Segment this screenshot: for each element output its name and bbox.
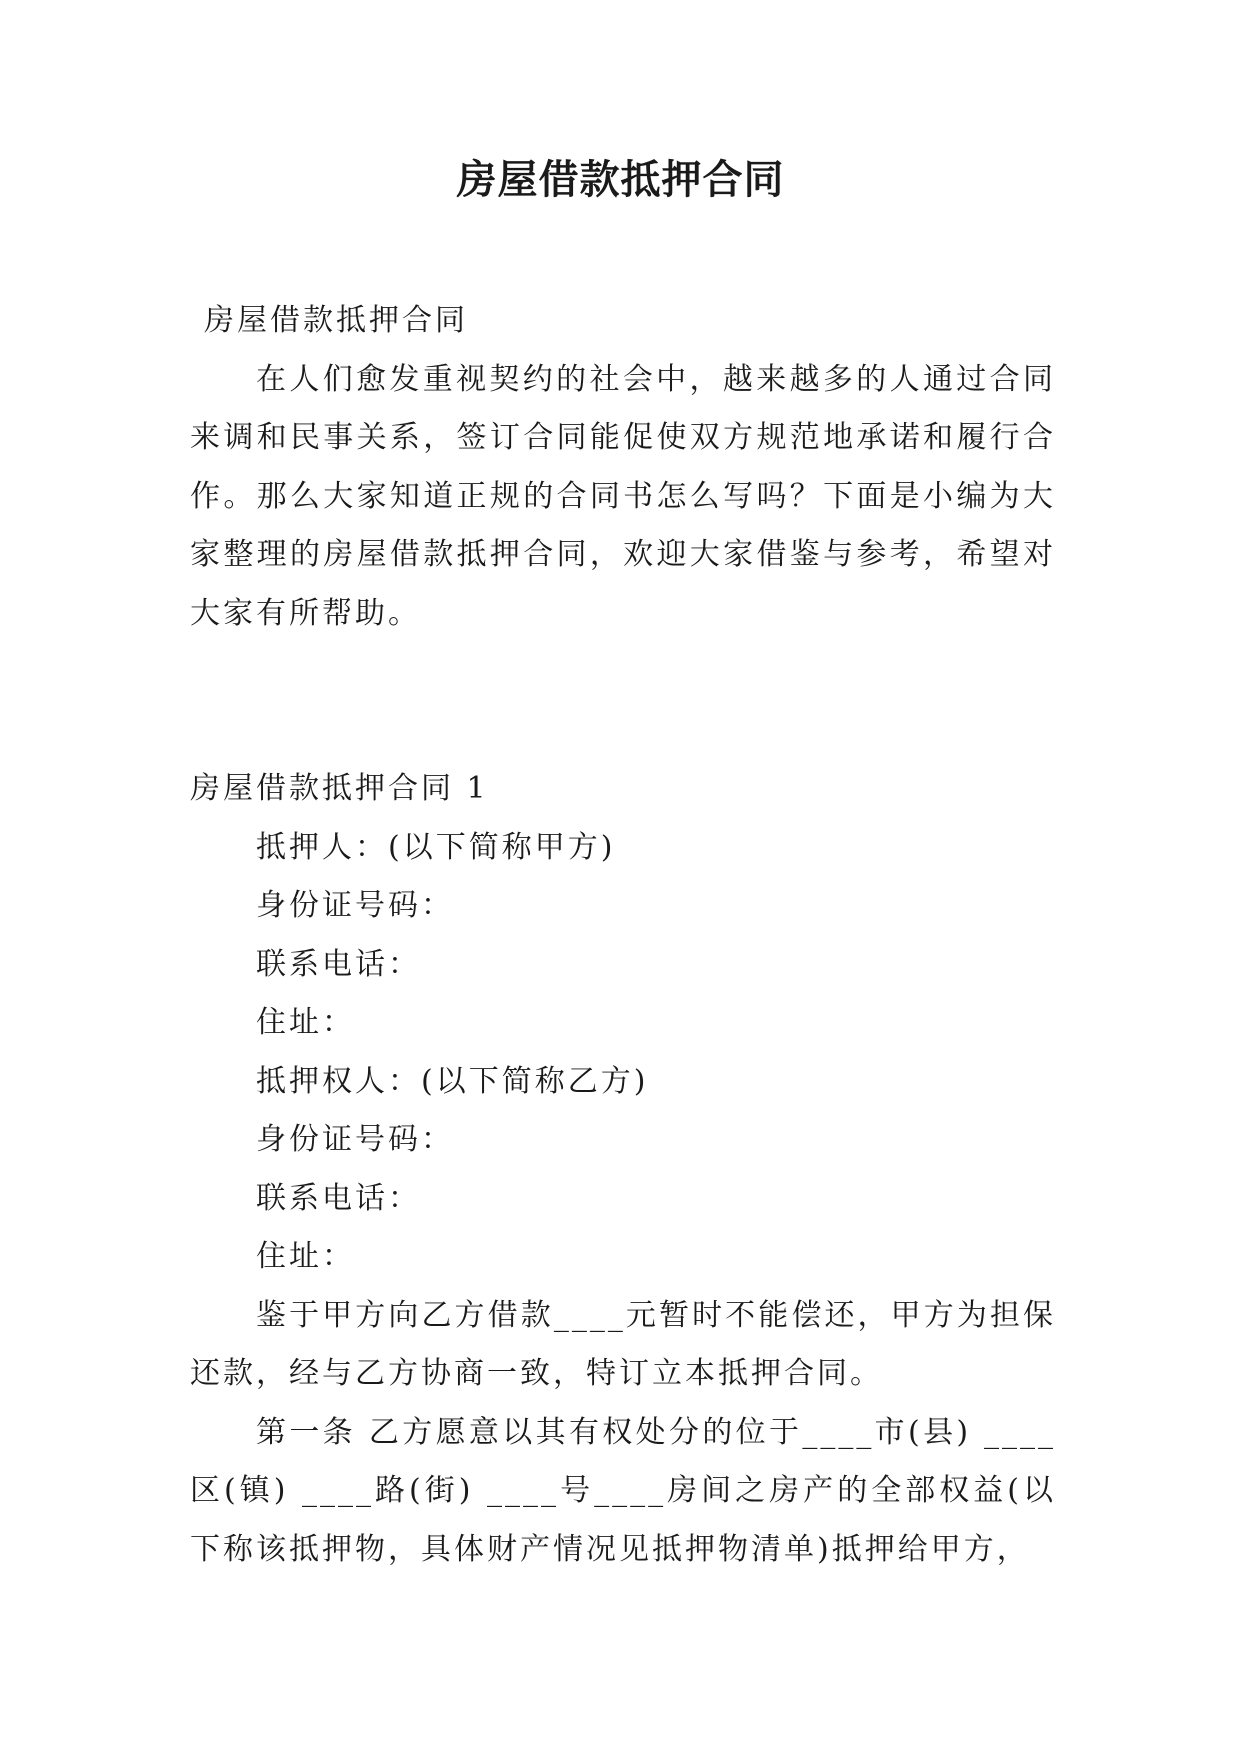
document-subtitle: 房屋借款抵押合同	[204, 303, 468, 338]
intro-paragraph: 在人们愈发重视契约的社会中，越来越多的人通过合同来调和民事关系，签订合同能促使双方规范地承诺和履行合作。那么大家知道正规的合同书怎么写吗？下面是小编为大家整理的房屋借款抵押合同，欢迎大家借鉴与参考，希望对大家有所帮助。	[190, 361, 1056, 631]
field-mortgagor-address: 住址：	[256, 1005, 355, 1040]
field-mortgagee: 抵押权人：(以下简称乙方)	[256, 1063, 649, 1099]
field-mortgagee-address: 住址：	[256, 1239, 355, 1274]
field-mortgagee-phone: 联系电话：	[256, 1180, 421, 1216]
document-body	[190, 292, 1056, 1579]
field-mortgagee-id: 身份证号码：	[256, 1122, 454, 1157]
loan-paragraph: 鉴于甲方向乙方借款____元暂时不能偿还，甲方为担保还款，经与乙方协商一致，特订立本抵押合同。	[190, 1297, 1056, 1391]
field-mortgagor: 抵押人：(以下简称甲方)	[256, 829, 616, 865]
article-1-paragraph: 第一条 乙方愿意以其有权处分的位于____市(县) ____区(镇) ____路(街) ____号____房间之房产的全部权益(以下称该抵押物，具体财产情况见抵押物清单)抵押给甲方，	[190, 1414, 1056, 1567]
section-spacer	[190, 643, 1056, 760]
field-mortgagor-phone: 联系电话：	[256, 946, 421, 982]
field-mortgagor-id: 身份证号码：	[256, 888, 454, 923]
section-heading: 房屋借款抵押合同 1	[190, 771, 489, 806]
document-title: 房屋借款抵押合同	[456, 157, 785, 203]
